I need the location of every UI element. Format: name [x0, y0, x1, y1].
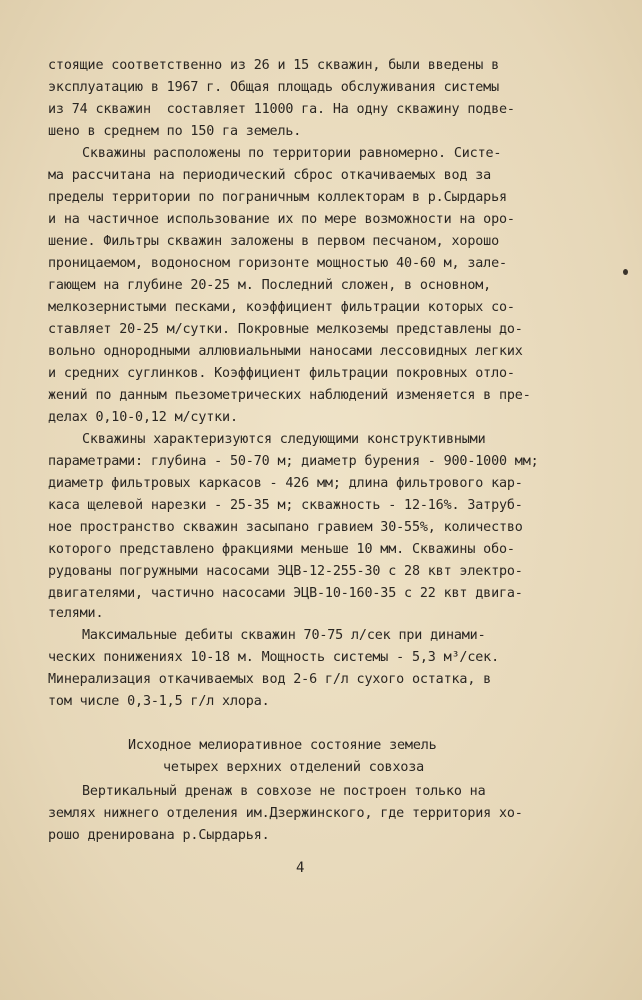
text-line: телями. — [48, 606, 104, 621]
text-line: пределы территории по пограничным коллекторам в р.Сырдарья — [48, 190, 507, 205]
text-line: из 74 скважин составляет 11000 га. На одну скважину подве- — [48, 102, 515, 117]
text-line: мелкозернистыми песками, коэффициент фильтрации которых со- — [48, 300, 515, 315]
text-line: делах 0,10-0,12 м/сутки. — [48, 410, 238, 425]
text-line: жений по данным пьезометрических наблюдений изменяется в пре- — [48, 388, 531, 403]
text-line: ставляет 20-25 м/сутки. Покровные мелкоземы представлены до- — [48, 322, 523, 337]
text-line: Вертикальный дренаж в совхозе не построен только на — [82, 784, 486, 799]
text-line: параметрами: глубина - 50-70 м; диаметр бурения - 900-1000 мм; — [48, 454, 539, 469]
text-line: Скважины характеризуются следующими конструктивными — [82, 432, 486, 447]
section-heading: четырех верхних отделений совхоза — [163, 760, 425, 775]
text-line: рошо дренирована р.Сырдарья. — [48, 828, 270, 843]
text-line: Максимальные дебиты скважин 70-75 л/сек при динами- — [82, 628, 486, 643]
text-line: проницаемом, водоносном горизонте мощностью 40-60 м, зале- — [48, 256, 507, 271]
text-line: шение. Фильтры скважин заложены в первом песчаном, хорошо — [48, 234, 499, 249]
text-line: которого представлено фракциями меньше 10 мм. Скважины обо- — [48, 542, 515, 557]
text-line: Скважины расположены по территории равномерно. Систе- — [82, 146, 502, 161]
page-number: 4 — [296, 860, 305, 876]
text-line: вольно однородными аллювиальными наносами лессовидных легких — [48, 344, 523, 359]
section-heading: Исходное мелиоративное состояние земель — [128, 738, 437, 753]
text-line: и средних суглинков. Коэффициент фильтрации покровных отло- — [48, 366, 515, 381]
text-line: диаметр фильтровых каркасов - 426 мм; длина фильтрового кар- — [48, 476, 523, 491]
text-line: рудованы погружными насосами ЭЦВ-12-255-30 с 28 квт электро- — [48, 564, 523, 579]
text-line: эксплуатацию в 1967 г. Общая площадь обслуживания системы — [48, 80, 499, 95]
text-line: шено в среднем по 150 га земель. — [48, 124, 302, 139]
text-line: ное пространство скважин засыпано гравием 30-55%, количество — [48, 520, 523, 535]
text-line: Минерализация откачиваемых вод 2-6 г/л сухого остатка, в — [48, 672, 492, 687]
text-line: двигателями, частично насосами ЭЦВ-10-160-35 с 22 квт двига- — [48, 586, 523, 601]
ink-speck — [623, 269, 628, 275]
text-line: каса щелевой нарезки - 25-35 м; скважность - 12-16%. Затруб- — [48, 498, 523, 513]
text-line: и на частичное использование их по мере возможности на оро- — [48, 212, 515, 227]
text-line: землях нижнего отделения им.Дзержинского, где территория хо- — [48, 806, 523, 821]
text-line: ческих понижениях 10-18 м. Мощность системы - 5,3 м³/сек. — [48, 650, 499, 665]
text-line: том числе 0,3-1,5 г/л хлора. — [48, 694, 270, 709]
text-line: ма рассчитана на периодический сброс откачиваемых вод за — [48, 168, 492, 183]
text-line: стоящие соответственно из 26 и 15 скважин, были введены в — [48, 58, 499, 73]
text-line: гающем на глубине 20-25 м. Последний сложен, в основном, — [48, 278, 492, 293]
